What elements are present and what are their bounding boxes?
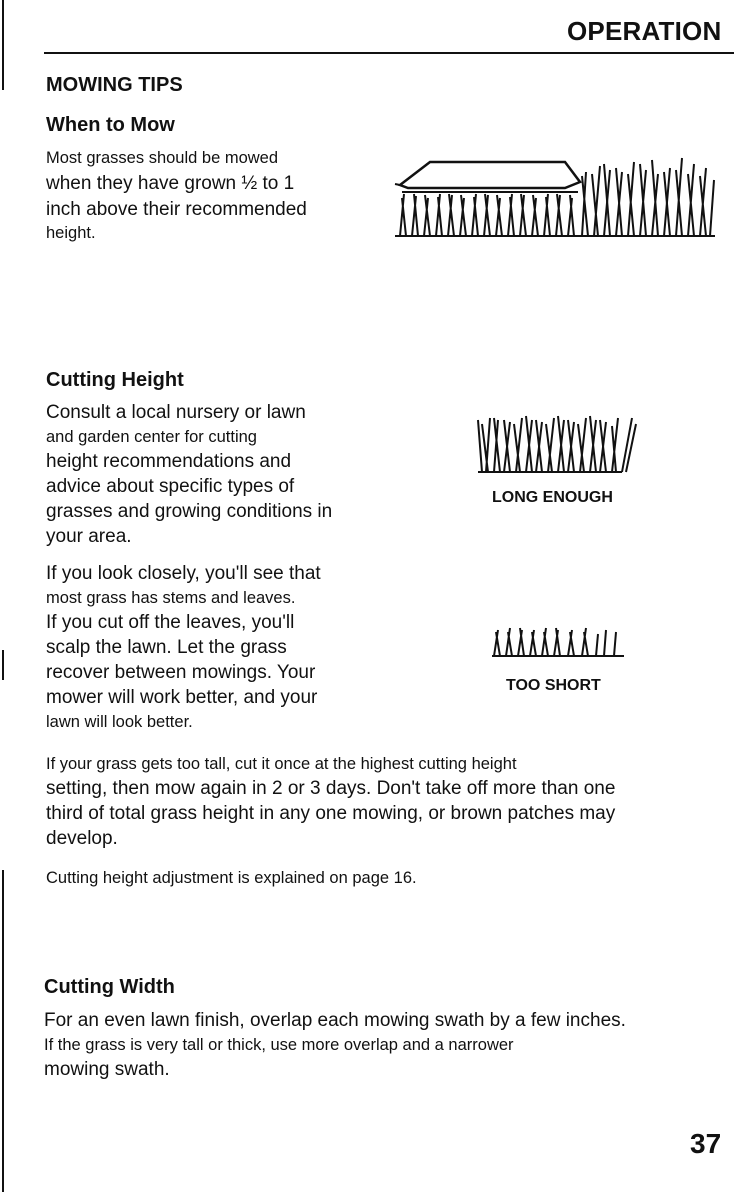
text-line: If you cut off the leaves, you'll bbox=[46, 612, 295, 633]
cutting-width-heading: Cutting Width bbox=[44, 976, 175, 998]
cutting-height-paragraph-2 bbox=[46, 561, 321, 734]
cutting-height-page-reference: Cutting height adjustment is explained on page 16. bbox=[46, 869, 417, 887]
cutting-height-paragraph-1 bbox=[46, 400, 332, 549]
text-line: scalp the lawn. Let the grass bbox=[46, 637, 287, 658]
text-line: For an even lawn finish, overlap each mowing swath by a few inches. bbox=[44, 1010, 626, 1031]
text-line: inch above their recommended bbox=[46, 199, 307, 220]
long-enough-grass-illustration bbox=[474, 414, 640, 474]
text-line: when they have grown ½ to 1 bbox=[46, 173, 295, 194]
text-line: If your grass gets too tall, cut it once at the highest cutting height bbox=[46, 755, 517, 773]
text-line: and garden center for cutting bbox=[46, 428, 257, 446]
cutting-height-heading: Cutting Height bbox=[46, 369, 184, 391]
too-short-grass-illustration bbox=[490, 622, 630, 658]
text-line: height recommendations and bbox=[46, 451, 292, 472]
text-line: If the grass is very tall or thick, use more overlap and a narrower bbox=[44, 1036, 514, 1054]
text-line: your area. bbox=[46, 526, 132, 547]
header-divider bbox=[44, 52, 734, 54]
text-line: grasses and growing conditions in bbox=[46, 501, 333, 522]
too-short-caption: TOO SHORT bbox=[506, 677, 601, 694]
when-to-mow-heading: When to Mow bbox=[46, 114, 175, 136]
text-line: Consult a local nursery or lawn bbox=[46, 402, 306, 423]
text-line: recover between mowings. Your bbox=[46, 662, 316, 683]
text-line: If you look closely, you'll see that bbox=[46, 563, 321, 584]
text-line: height. bbox=[46, 224, 96, 242]
text-line: advice about specific types of bbox=[46, 476, 295, 497]
text-line: mower will work better, and your bbox=[46, 687, 318, 708]
long-enough-caption: LONG ENOUGH bbox=[492, 489, 613, 506]
cutting-height-paragraph-3 bbox=[46, 752, 615, 851]
mowing-grass-illustration bbox=[390, 150, 720, 242]
cutting-width-text bbox=[44, 1008, 626, 1082]
text-line: lawn will look better. bbox=[46, 713, 193, 731]
text-line: most grass has stems and leaves. bbox=[46, 589, 296, 607]
section-title: MOWING TIPS bbox=[46, 74, 183, 96]
binding-mark bbox=[2, 870, 4, 1192]
binding-mark bbox=[2, 0, 4, 90]
page-header-title: OPERATION bbox=[567, 16, 722, 46]
text-line: develop. bbox=[46, 828, 118, 849]
text-line: third of total grass height in any one mowing, or brown patches may bbox=[46, 803, 616, 824]
page-number: 37 bbox=[690, 1128, 722, 1159]
when-to-mow-text bbox=[46, 146, 307, 244]
binding-mark bbox=[2, 650, 4, 680]
text-line: Most grasses should be mowed bbox=[46, 149, 279, 167]
text-line: setting, then mow again in 2 or 3 days. Don't take off more than one bbox=[46, 778, 616, 799]
text-line: mowing swath. bbox=[44, 1059, 170, 1080]
